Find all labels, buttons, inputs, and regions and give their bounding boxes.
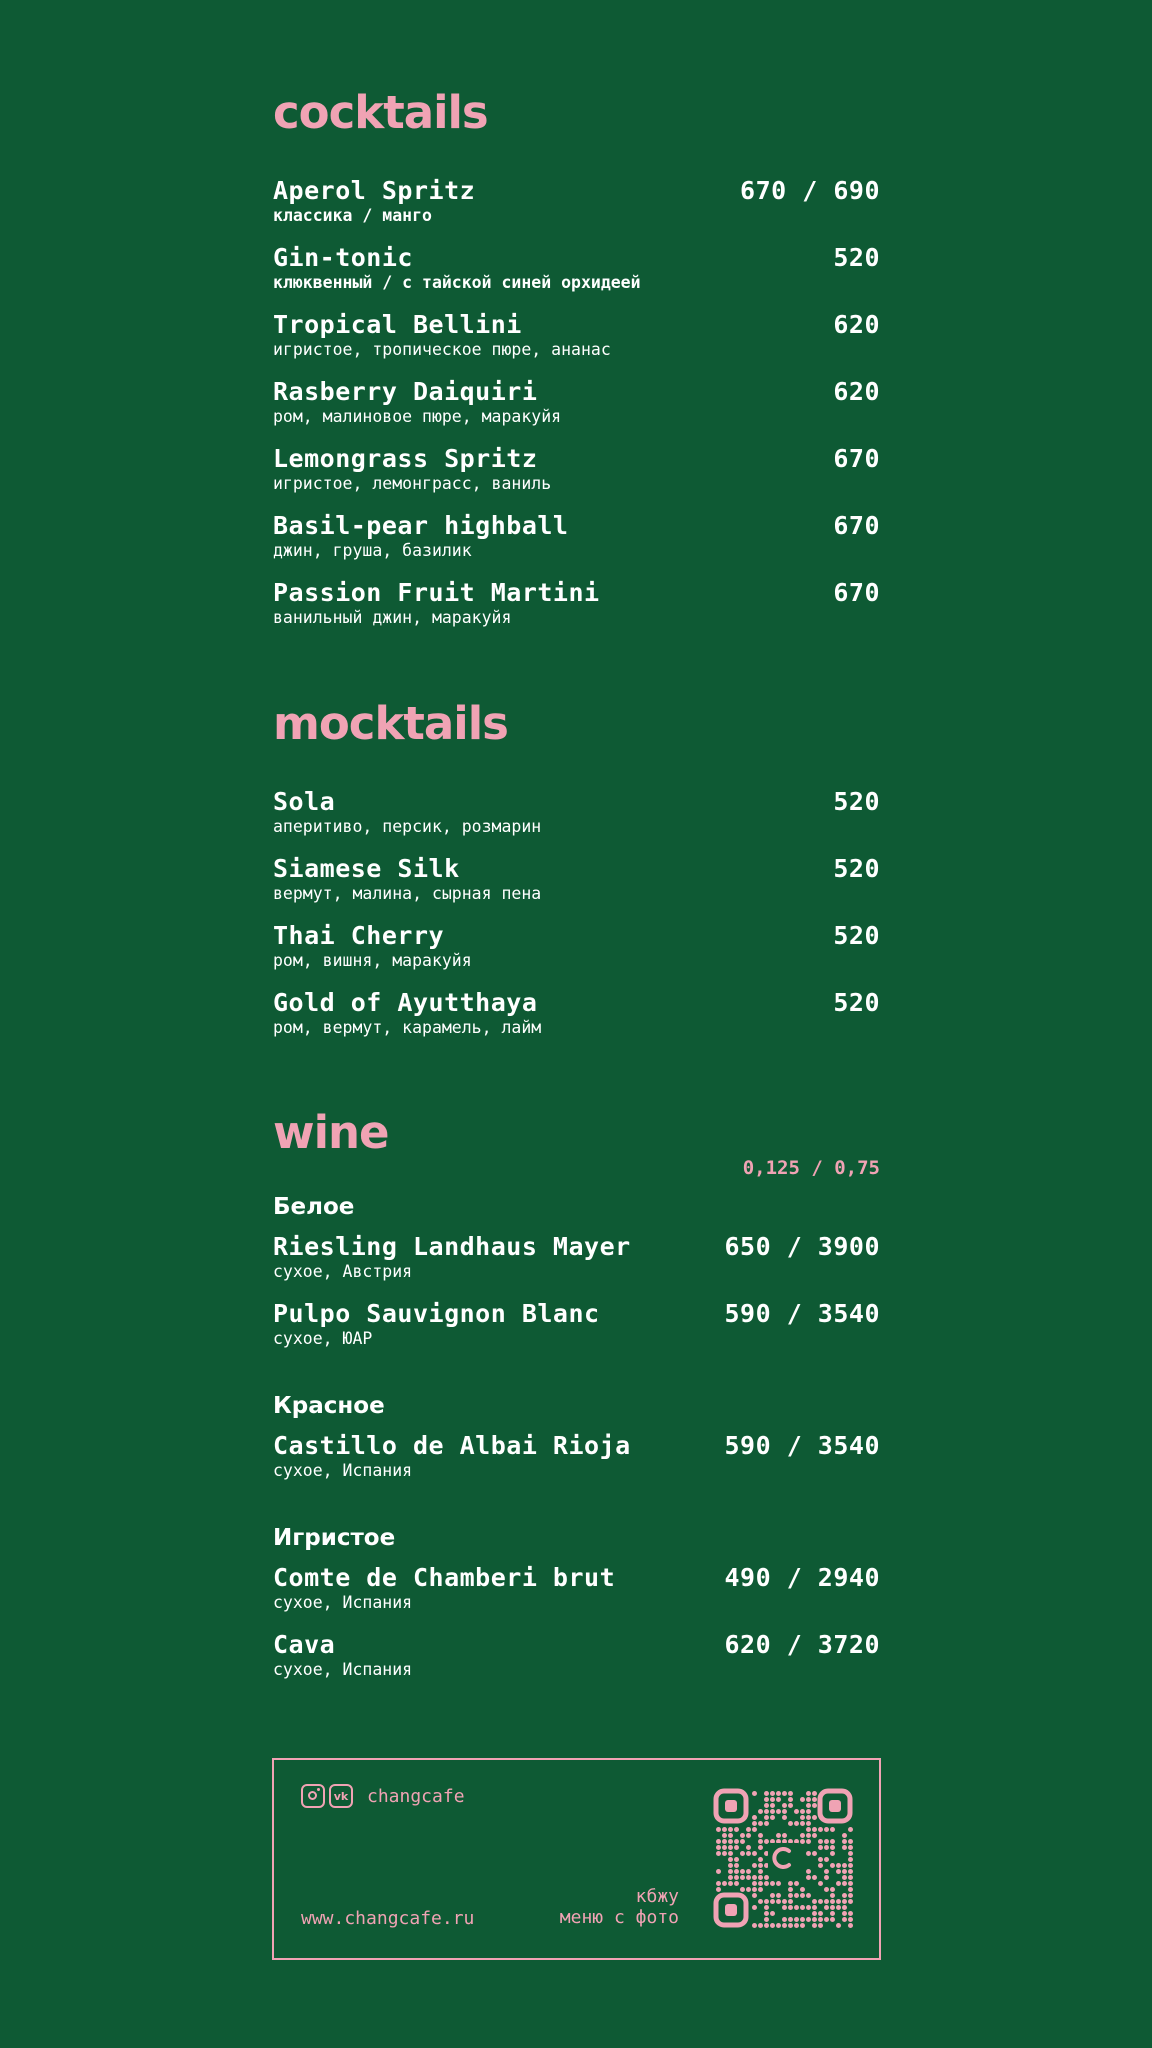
wine-group-sparkling (273, 1524, 880, 1698)
item-desc: вермут, малина, сырная пена (273, 884, 542, 903)
item-name: Gold of Ayutthaya (273, 988, 538, 1017)
item-desc: классика / манго (273, 206, 432, 225)
wine-group-title: Красное (273, 1393, 385, 1419)
kbzhu-line1: кбжу (635, 1886, 679, 1907)
item-name: Rasberry Daiquiri (273, 377, 538, 406)
item-name: Passion Fruit Martini (273, 578, 600, 607)
item-price: 520 (833, 243, 880, 272)
item-name: Aperol Spritz (273, 176, 476, 205)
item-desc: ром, вермут, карамель, лайм (273, 1018, 542, 1037)
wine-group-title: Игристое (273, 1525, 396, 1551)
item-name: Tropical Bellini (273, 310, 522, 339)
menu-item (273, 922, 880, 989)
item-desc: клюквенный / с тайской синей орхидеей (273, 273, 641, 292)
item-desc: сухое, Испания (273, 1461, 413, 1480)
item-name: Cava (273, 1630, 336, 1659)
item-desc: джин, груша, базилик (273, 541, 472, 560)
wine-group-white (273, 1193, 880, 1367)
instagram-icon[interactable] (301, 1784, 325, 1808)
item-price: 490 / 2940 (724, 1563, 880, 1592)
item-price: 620 / 3720 (724, 1630, 880, 1659)
menu-item (273, 512, 880, 579)
wine-group-title: Белое (273, 1194, 355, 1220)
item-desc: сухое, Испания (273, 1660, 413, 1679)
item-price: 520 (833, 787, 880, 816)
item-name: Lemongrass Spritz (273, 444, 538, 473)
menu-item (273, 579, 880, 646)
item-name: Pulpo Sauvignon Blanc (273, 1299, 600, 1328)
item-name: Castillo de Albai Rioja (273, 1431, 631, 1460)
vk-icon[interactable]: vk (329, 1784, 353, 1808)
item-desc: аперитиво, персик, розмарин (273, 817, 542, 836)
item-price: 620 (833, 377, 880, 406)
menu-item (273, 1564, 880, 1631)
item-desc: игристое, лемонграсс, ваниль (273, 474, 552, 493)
menu-item (273, 311, 880, 378)
item-name: Riesling Landhaus Mayer (273, 1232, 631, 1261)
item-desc: игристое, тропическое пюре, ананас (273, 340, 611, 359)
item-price: 520 (833, 854, 880, 883)
menu-item (273, 855, 880, 922)
item-price: 590 / 3540 (724, 1431, 880, 1460)
qr-code[interactable] (713, 1788, 853, 1928)
menu-item (273, 989, 880, 1056)
item-name: Thai Cherry (273, 921, 445, 950)
menu-item (273, 244, 880, 311)
item-price: 670 / 690 (740, 176, 880, 205)
item-price: 670 (833, 511, 880, 540)
cocktails-section (273, 86, 880, 646)
item-price: 590 / 3540 (724, 1299, 880, 1328)
section-title: wine (273, 1106, 389, 1159)
menu-item (273, 378, 880, 445)
item-price: 650 / 3900 (724, 1232, 880, 1261)
menu-item (273, 1233, 880, 1300)
menu-item (273, 1432, 880, 1499)
menu-item (273, 1300, 880, 1367)
item-desc: сухое, ЮАР (273, 1329, 373, 1348)
kbzhu-note (560, 1886, 679, 1928)
footer-card (272, 1758, 881, 1960)
item-price: 620 (833, 310, 880, 339)
section-title: cocktails (273, 86, 488, 139)
section-title: mocktails (273, 697, 508, 750)
item-desc: ром, вишня, маракуйя (273, 951, 472, 970)
item-price: 670 (833, 444, 880, 473)
volume-header: 0,125 / 0,75 (742, 1157, 880, 1179)
item-price: 670 (833, 578, 880, 607)
social-links (301, 1784, 465, 1808)
kbzhu-line2: меню с фото (559, 1907, 679, 1928)
item-desc: ром, малиновое пюре, маракуйя (273, 407, 562, 426)
menu-item (273, 1631, 880, 1698)
menu-item (273, 788, 880, 855)
wine-group-red (273, 1392, 880, 1499)
item-desc: сухое, Австрия (273, 1262, 413, 1281)
item-price: 520 (833, 988, 880, 1017)
item-desc: сухое, Испания (273, 1593, 413, 1612)
item-name: Sola (273, 787, 336, 816)
item-price: 520 (833, 921, 880, 950)
wine-section (273, 1106, 880, 1698)
item-name: Siamese Silk (273, 854, 460, 883)
menu-item (273, 445, 880, 512)
social-handle[interactable]: changcafe (367, 1785, 465, 1807)
menu-item (273, 177, 880, 244)
website-link[interactable]: www.changcafe.ru (301, 1908, 475, 1929)
item-name: Comte de Chamberi brut (273, 1563, 616, 1592)
mocktails-section (273, 697, 880, 1056)
item-name: Gin-tonic (273, 243, 413, 272)
item-name: Basil-pear highball (273, 511, 569, 540)
item-desc: ванильный джин, маракуйя (273, 608, 512, 627)
